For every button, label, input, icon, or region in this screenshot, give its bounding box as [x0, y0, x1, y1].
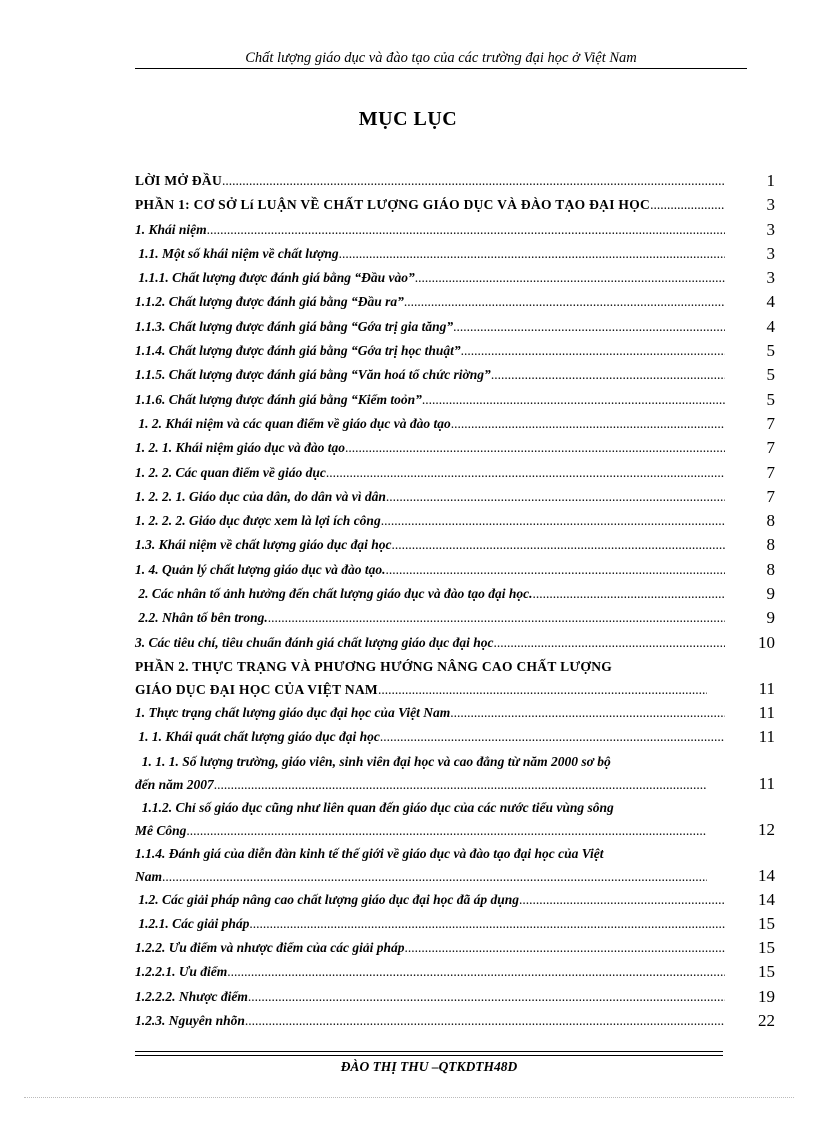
toc-entry: [135, 634, 775, 658]
toc-entry-line: [135, 561, 725, 578]
toc-entry-line: [135, 753, 775, 770]
toc-entry: [135, 1012, 775, 1036]
toc-page-number: 9: [766, 584, 775, 604]
toc-entry: [135, 366, 775, 390]
toc-entry-label: đến năm 2007: [135, 776, 214, 792]
toc-entry-line: [135, 391, 725, 408]
toc-entry: [135, 415, 775, 439]
header-rule: [135, 68, 747, 69]
footer-author: ĐÀO THỊ THU –QTKDTH48D: [340, 1059, 518, 1074]
toc-page-number: 11: [758, 773, 775, 793]
toc-leader-dots: [378, 681, 707, 698]
toc-entry-label: 1. 4. Quản lý chất lượng giáo dục và đào tạo.: [135, 561, 386, 577]
toc-entry-label: 1.1.3. Chất lượng được đánh giá bằng “Gớa trị gia tăng”: [135, 318, 454, 334]
toc-entry: [135, 342, 775, 366]
toc-entry: [135, 464, 775, 488]
toc-entry-line: [135, 196, 725, 213]
toc-leader-dots: [532, 585, 725, 602]
toc-entry-line: [135, 799, 775, 816]
toc-leader-dots: [494, 634, 725, 651]
toc-entry-label: 1.2.3. Nguyên nhõn: [135, 1013, 245, 1029]
toc-entry-label: 1.1.6. Chất lượng được đánh giá bằng “Kiểm toỏn”: [135, 391, 422, 407]
toc-entry-line: [135, 868, 707, 885]
toc-page-number: 8: [766, 535, 775, 555]
toc-page-number: 7: [766, 413, 775, 433]
toc-leader-dots: [386, 488, 725, 505]
toc-leader-dots: [326, 464, 725, 481]
toc-page-number: 4: [766, 292, 775, 312]
toc-entry: [135, 963, 775, 987]
toc-leader-dots: [248, 988, 725, 1005]
toc-entry: [135, 728, 775, 752]
toc-leader-dots: [385, 561, 725, 578]
toc-entry-line: [135, 585, 725, 602]
toc-leader-dots: [650, 196, 725, 213]
toc-entry-label: 1. 2. 2. 1. Giáo dục của dân, do dân và vì dân: [135, 488, 386, 504]
toc-page-number: 15: [758, 938, 775, 958]
toc-entry-line: [135, 845, 775, 862]
toc-entry-label: 1. 1. Khái quát chất lượng giáo dục đại học: [135, 729, 380, 745]
toc-entry-label: 1.3. Khái niệm về chất lượng giáo dục đại học: [135, 537, 392, 553]
toc-entry-line: [135, 634, 725, 651]
toc-entry-label: 1.1.1. Chất lượng được đánh giá bằng “Đầu vào”: [135, 270, 415, 286]
toc-leader-dots: [519, 891, 725, 908]
toc-entry-line: [135, 963, 725, 980]
toc-page-number: 7: [766, 486, 775, 506]
toc-entry-label: 1. 2. 1. Khái niệm giáo dục và đào tạo: [135, 440, 346, 456]
toc-entry-line: [135, 728, 725, 745]
toc-entry: [135, 561, 775, 585]
toc-page-number: 3: [766, 243, 775, 263]
toc-entry-line: [135, 366, 725, 383]
toc-entry-label: Mê Công: [135, 822, 187, 838]
table-of-contents: [135, 172, 775, 1036]
toc-entry-label: 1.2.2. Ưu điểm và nhược điểm của các giải pháp: [135, 940, 405, 956]
toc-entry: [135, 891, 775, 915]
toc-leader-dots: [345, 439, 725, 456]
toc-entry-label: 3. Các tiêu chí, tiêu chuẩn đánh giá chất lượng giáo dục đại học: [135, 634, 494, 650]
toc-leader-dots: [453, 318, 725, 335]
toc-entry-line: [135, 245, 725, 262]
footer-rule: [135, 1055, 723, 1056]
toc-entry: [135, 318, 775, 342]
toc-leader-dots: [245, 1012, 725, 1029]
toc-leader-dots: [451, 415, 725, 432]
toc-leader-dots: [222, 172, 725, 189]
toc-entry-line: [135, 464, 725, 481]
toc-page-number: 3: [766, 268, 775, 288]
toc-entry-label: 1. 2. Khái niệm và các quan điểm về giáo dục và đào tạo: [135, 415, 451, 431]
toc-entry-line: [135, 609, 725, 626]
toc-entry-label: 1.2. Các giải pháp nâng cao chất lượng giáo dục đại học đã áp dụng: [135, 891, 519, 907]
toc-entry-line: [135, 939, 725, 956]
toc-page-number: 15: [758, 913, 775, 933]
toc-entry: [135, 799, 775, 845]
toc-leader-dots: [162, 868, 707, 885]
toc-entry: [135, 939, 775, 963]
toc-page-number: 7: [766, 438, 775, 458]
toc-entry-line: [135, 658, 775, 675]
page-edge: [24, 1097, 794, 1098]
toc-entry-line: [135, 915, 725, 932]
toc-entry-label: 1.1.4. Đánh giá của diễn đàn kinh tế thế giới về giáo dục và đào tạo đại học của Việt: [135, 845, 604, 861]
toc-page-number: 5: [766, 365, 775, 385]
toc-page-number: 11: [758, 727, 775, 747]
toc-entry: [135, 609, 775, 633]
toc-entry-label: 1. 2. 2. Các quan điểm về giáo dục: [135, 464, 326, 480]
toc-leader-dots: [461, 342, 725, 359]
toc-page-number: 11: [758, 678, 775, 698]
toc-entry-line: [135, 221, 725, 238]
toc-page-number: 10: [758, 632, 775, 652]
toc-entry-line: [135, 172, 725, 189]
running-header: Chất lượng giáo dục và đào tạo của các trường đại học ở Việt Nam: [245, 50, 637, 66]
toc-leader-dots: [249, 915, 725, 932]
toc-leader-dots: [268, 609, 725, 626]
toc-entry-label: PHẦN 1: CƠ SỞ Lí LUẬN VỀ CHẤT LƯỢNG GIÁO DỤC VÀ ĐÀO TẠO ĐẠI HỌC: [135, 197, 651, 213]
toc-entry: [135, 658, 775, 704]
toc-leader-dots: [404, 293, 725, 310]
toc-entry-label: 2.2. Nhân tố bên trong.: [135, 610, 268, 626]
toc-leader-dots: [391, 536, 725, 553]
toc-entry-line: [135, 681, 707, 698]
toc-entry: [135, 512, 775, 536]
toc-leader-dots: [186, 822, 707, 839]
toc-page-number: 15: [758, 962, 775, 982]
toc-page-number: 12: [758, 819, 775, 839]
toc-entry-label: Nam: [135, 868, 162, 884]
toc-page-number: 4: [766, 316, 775, 336]
toc-entry-line: [135, 342, 725, 359]
toc-page-number: 11: [758, 702, 775, 722]
toc-entry-label: 1. 2. 2. 2. Giáo dục được xem là lợi ích công: [135, 513, 381, 529]
toc-entry-label: 2. Các nhân tố ảnh hưởng đến chất lượng giáo dục và đào tạo đại học.: [135, 586, 533, 602]
toc-entry: [135, 704, 775, 728]
footer-rule: [135, 1051, 723, 1052]
toc-leader-dots: [339, 245, 725, 262]
toc-page-number: 5: [766, 389, 775, 409]
toc-page-number: 7: [766, 462, 775, 482]
toc-entry-line: [135, 512, 725, 529]
toc-entry-line: [135, 988, 725, 1005]
toc-entry: [135, 536, 775, 560]
toc-entry-label: 1.1. Một số khái niệm về chất lượng: [135, 245, 339, 261]
toc-entry: [135, 196, 775, 220]
toc-entry-line: [135, 704, 725, 721]
toc-leader-dots: [380, 728, 725, 745]
toc-leader-dots: [422, 391, 725, 408]
toc-entry-line: [135, 536, 725, 553]
toc-page-number: 14: [758, 865, 775, 885]
toc-leader-dots: [214, 776, 707, 793]
toc-entry-label: 1. Khái niệm: [135, 221, 207, 237]
toc-leader-dots: [450, 704, 725, 721]
toc-entry-line: [135, 488, 725, 505]
toc-leader-dots: [207, 221, 725, 238]
toc-page-number: 8: [766, 511, 775, 531]
page-title: MỤC LỤC: [358, 108, 458, 130]
toc-entry: [135, 753, 775, 799]
toc-leader-dots: [227, 963, 725, 980]
toc-entry: [135, 221, 775, 245]
toc-entry: [135, 915, 775, 939]
toc-entry-line: [135, 776, 707, 793]
toc-entry-label: PHẦN 2. THỰC TRẠNG VÀ PHƯƠNG HƯỚNG NÂNG CAO CHẤT LƯỢNG: [135, 658, 613, 674]
toc-entry-label: 1.2.1. Các giải pháp: [135, 915, 250, 931]
toc-entry-line: [135, 822, 707, 839]
toc-entry-label: 1. 1. 1. Số lượng trường, giáo viên, sinh viên đại học và cao đẳng từ năm 2000 sơ bộ: [135, 753, 611, 769]
toc-entry-line: [135, 891, 725, 908]
toc-entry-label: 1.2.2.1. Ưu điểm: [135, 964, 228, 980]
toc-page-number: 22: [758, 1011, 775, 1031]
toc-entry-line: [135, 293, 725, 310]
toc-entry: [135, 988, 775, 1012]
toc-entry: [135, 293, 775, 317]
toc-entry-label: GIÁO DỤC ĐẠI HỌC CỦA VIỆT NAM: [135, 681, 378, 697]
toc-page-number: 3: [766, 219, 775, 239]
toc-page-number: 5: [766, 341, 775, 361]
toc-entry-line: [135, 269, 725, 286]
toc-entry: [135, 172, 775, 196]
toc-entry-label: 1.2.2.2. Nhược điểm: [135, 988, 248, 1004]
toc-page-number: 8: [766, 559, 775, 579]
toc-entry: [135, 845, 775, 891]
toc-page-number: 19: [758, 986, 775, 1006]
toc-leader-dots: [405, 939, 725, 956]
toc-page-number: 1: [766, 171, 775, 190]
toc-entry-label: 1.1.2. Chất lượng được đánh giá bằng “Đầu ra”: [135, 294, 404, 310]
toc-entry: [135, 245, 775, 269]
toc-entry: [135, 269, 775, 293]
toc-entry-label: LỜI MỞ ĐẦU: [135, 173, 222, 188]
toc-page-number: 14: [758, 889, 775, 909]
toc-entry-line: [135, 1012, 725, 1029]
toc-entry-label: 1.1.2. Chỉ số giáo dục cũng như liên quan đến giáo dục của các nước tiểu vùng sông: [135, 799, 614, 815]
toc-entry-line: [135, 439, 725, 456]
toc-leader-dots: [381, 512, 725, 529]
toc-entry-label: 1.1.4. Chất lượng được đánh giá bằng “Gớa trị học thuật”: [135, 343, 461, 359]
toc-entry-line: [135, 415, 725, 432]
toc-leader-dots: [415, 269, 725, 286]
toc-page-number: 9: [766, 608, 775, 628]
toc-entry-label: 1. Thực trạng chất lượng giáo dục đại học của Việt Nam: [135, 704, 451, 720]
toc-entry: [135, 585, 775, 609]
toc-entry: [135, 488, 775, 512]
toc-entry: [135, 391, 775, 415]
toc-page-number: 3: [766, 195, 775, 215]
toc-entry: [135, 439, 775, 463]
toc-entry-label: 1.1.5. Chất lượng được đánh giá bằng “Văn hoá tổ chức riờng”: [135, 367, 491, 383]
toc-entry-line: [135, 318, 725, 335]
toc-leader-dots: [491, 366, 725, 383]
